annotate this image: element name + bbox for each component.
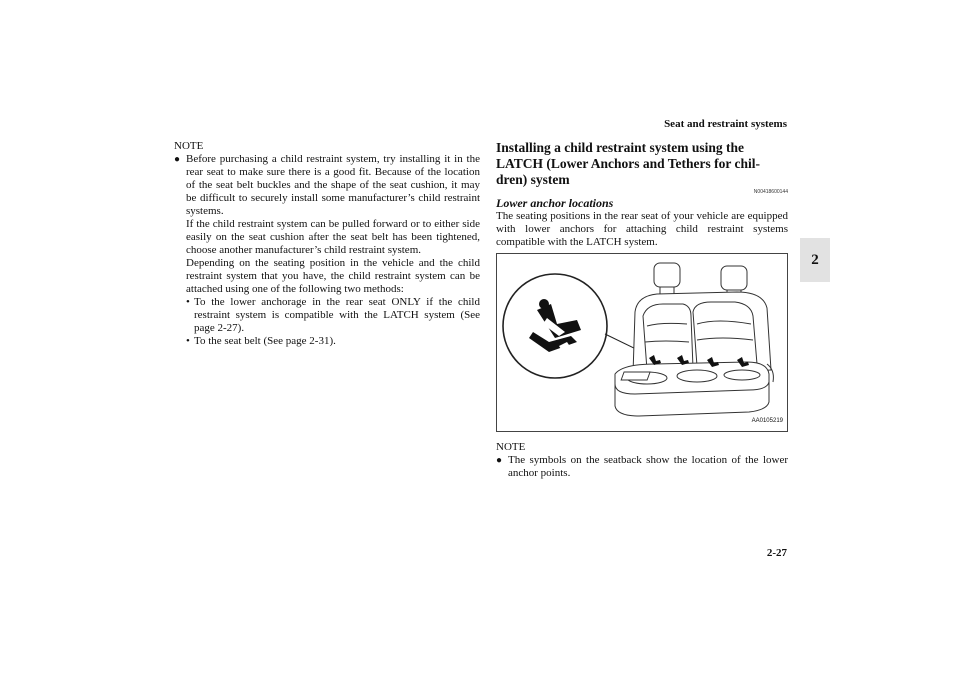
subheading: Lower anchor locations	[496, 196, 614, 210]
chapter-number: 2	[811, 251, 819, 268]
note-paragraph-3: Depending on the seating position in the vehicle and the child restraint system that you have, the child restraint system can be attached using one of the following two methods:	[186, 257, 480, 295]
note2-text: The symbols on the seatback show the location of the lower anchor points.	[508, 454, 788, 479]
method-text-2: To the seat belt (See page 2-31).	[194, 335, 336, 347]
method-text-1: To the lower anchorage in the rear seat ONLY if the child restraint system is compatible with the LATCH system (See page 2-27).	[194, 296, 480, 334]
header-title: Seat and restraint systems	[664, 118, 787, 130]
left-column	[174, 140, 480, 348]
note-label: NOTE	[174, 140, 204, 152]
note-paragraph-2: If the child restraint system can be pulled forward or to either side easily on the seat cushion after the seat belt has been tightened, choose another manufacturer’s child restraint system.	[186, 218, 480, 256]
section-heading-line-2: LATCH (Lower Anchors and Tethers for chil-	[496, 156, 761, 171]
section-heading	[496, 140, 788, 188]
seat-cushion	[615, 362, 773, 416]
figure-code: AA0105219	[751, 418, 783, 424]
method-item-2	[186, 335, 480, 348]
note2-bullet	[496, 454, 788, 480]
page-number: 2-27	[766, 547, 787, 559]
right-column	[496, 140, 788, 480]
section-heading-line-1: Installing a child restraint system using the	[496, 140, 745, 155]
method-item-1	[186, 296, 480, 335]
note-body	[186, 153, 480, 348]
sub-bullet-icon: •	[186, 296, 190, 308]
section-heading-line-3: dren) system	[496, 172, 570, 187]
sub-bullet-icon: •	[186, 335, 190, 347]
chapter-tab	[800, 238, 830, 282]
note2-label: NOTE	[496, 441, 526, 453]
bullet-icon: ●	[496, 455, 503, 466]
bullet-icon: ●	[174, 154, 181, 165]
seat-figure	[496, 253, 788, 432]
note-paragraph-1: Before purchasing a child restraint system, try installing it in the rear seat to make sure there is a good fit. Because of the location of the seat belt buckles and the shape of the seat cushion, it may be difficult to securely install some manufacturer’s child restraint systems.	[186, 153, 480, 217]
body-text: The seating positions in the rear seat of your vehicle are equipped with lower anchors for attaching child restraint systems compatible with the LATCH system.	[496, 210, 788, 248]
rear-seat-illustration	[497, 254, 787, 431]
note-bullet	[174, 153, 480, 348]
section-code: N00418600144	[753, 189, 788, 195]
